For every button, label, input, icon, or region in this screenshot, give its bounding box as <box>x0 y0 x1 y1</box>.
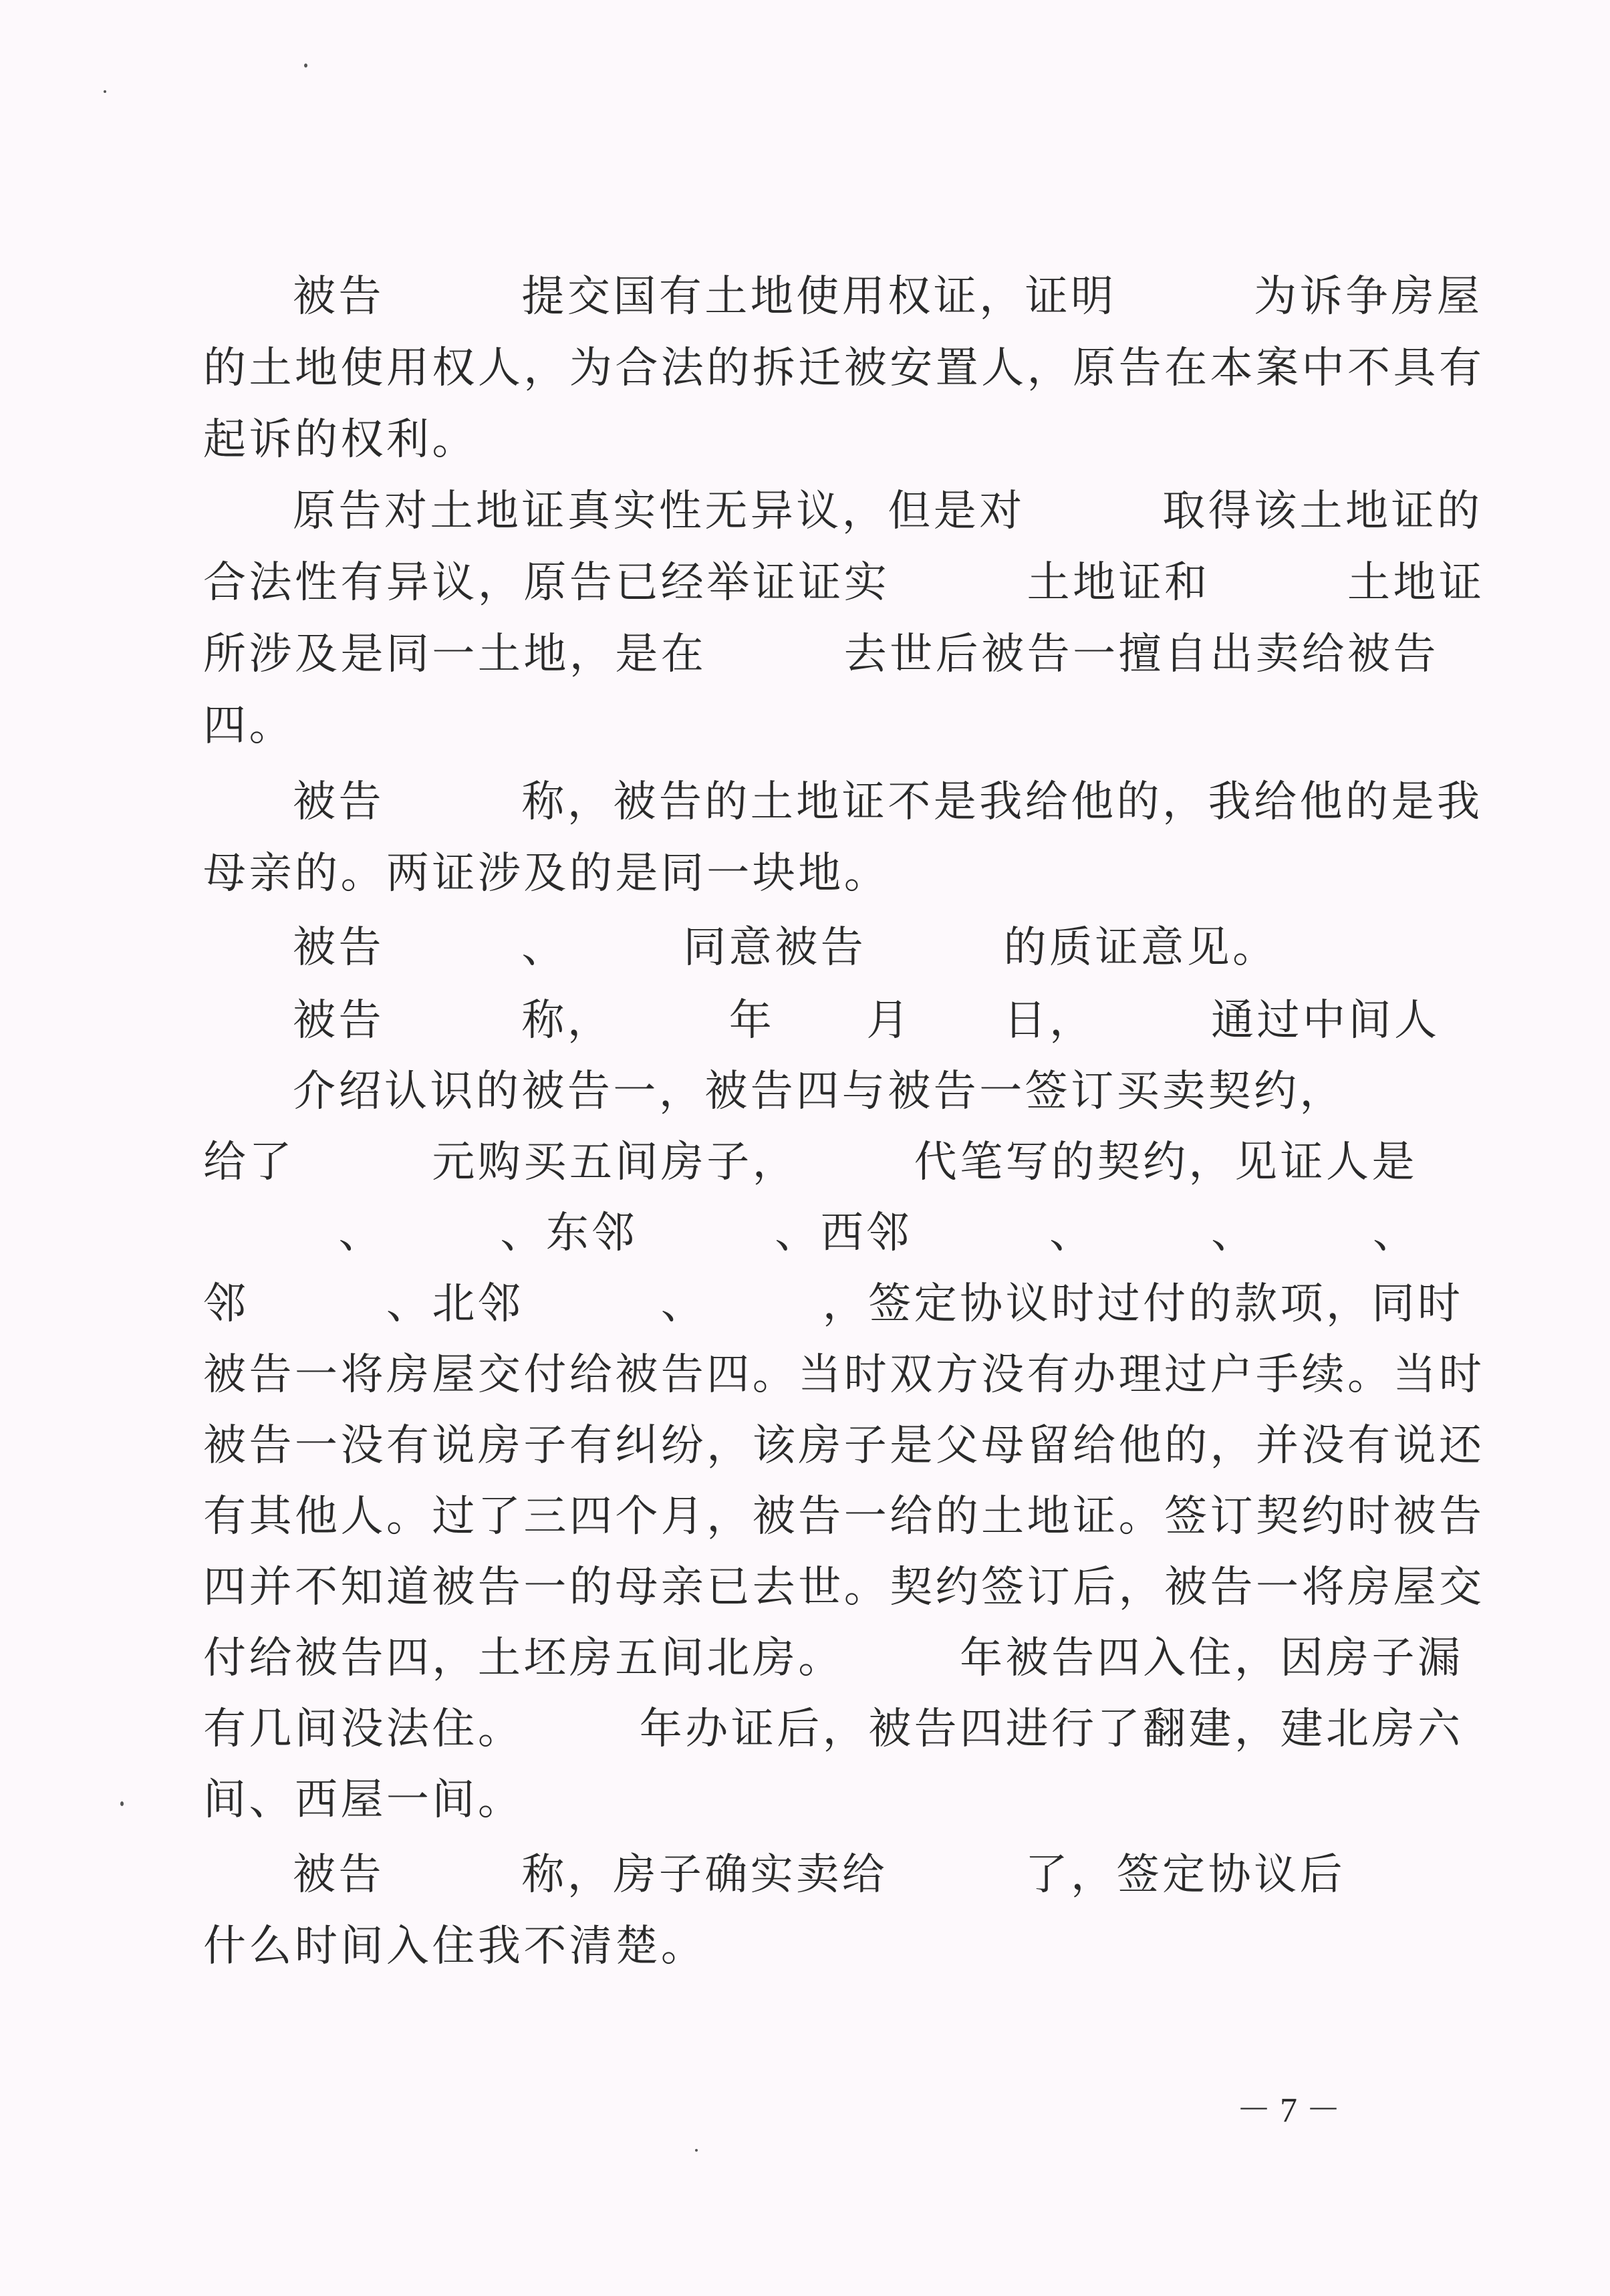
text-line: 四并不知道被告一的母亲已去世。契约签订后，被告一将房屋交 <box>203 1563 1485 1612</box>
text-line: 给了 元购买五间房子， 代笔写的契约，见证人是 <box>203 1138 1418 1187</box>
scan-speck <box>695 2149 698 2152</box>
text-line: 邻 、北邻 、 ，签定协议时过付的款项，同时 <box>203 1279 1464 1329</box>
text-line: 付给被告四，土坯房五间北房。 年被告四入住，因房子漏 <box>203 1634 1464 1683</box>
text-line: 起诉的权利。 <box>203 415 478 465</box>
text-line: 有几间没法住。 年办证后，被告四进行了翻建，建北房六 <box>203 1704 1464 1754</box>
text-line: 被告 、 同意被告 的质证意见。 <box>293 923 1279 973</box>
text-line: 被告 称，房子确实卖给 了，签定协议后 <box>293 1850 1346 1900</box>
text-line: 被告 提交国有土地使用权证，证明 为诉争房屋 <box>293 272 1483 322</box>
text-line: 介绍认识的被告一，被告四与被告一签订买卖契约， <box>293 1067 1346 1116</box>
text-line: 四。 <box>203 701 295 751</box>
text-line: 有其他人。过了三四个月，被告一给的土地证。签订契约时被告 <box>203 1492 1485 1541</box>
text-line: 被告 称， 年 月 日， 通过中间人 <box>293 996 1440 1045</box>
text-line: 的土地使用权人，为合法的拆迁被安置人，原告在本案中不具有 <box>203 344 1485 393</box>
page-number: － 7 － <box>1236 2091 1341 2130</box>
text-line: 被告一将房屋交付给被告四。当时双方没有办理过户手续。当时 <box>203 1350 1485 1400</box>
text-line: 被告一没有说房子有纠纷，该房子是父母留给他的，并没有说还 <box>203 1421 1485 1471</box>
text-line: 原告对土地证真实性无异议，但是对 取得该土地证的 <box>293 487 1483 536</box>
scan-speck <box>304 63 307 68</box>
text-line: 所涉及是同一土地，是在 去世后被告一擅自出卖给被告 <box>203 630 1439 679</box>
scan-speck <box>120 1801 124 1806</box>
text-line: 母亲的。两证涉及的是同一块地。 <box>203 849 890 898</box>
text-line: 间、西屋一间。 <box>203 1775 524 1825</box>
text-line: 什么时间入住我不清楚。 <box>203 1922 707 1971</box>
text-line: 、 、东邻 、西邻 、 、 、 <box>293 1208 1419 1258</box>
text-line: 被告 称，被告的土地证不是我给他的，我给他的是我 <box>293 777 1483 827</box>
scan-speck <box>104 90 106 93</box>
text-line: 合法性有异议，原告已经举证证实 土地证和 土地证 <box>203 558 1485 608</box>
